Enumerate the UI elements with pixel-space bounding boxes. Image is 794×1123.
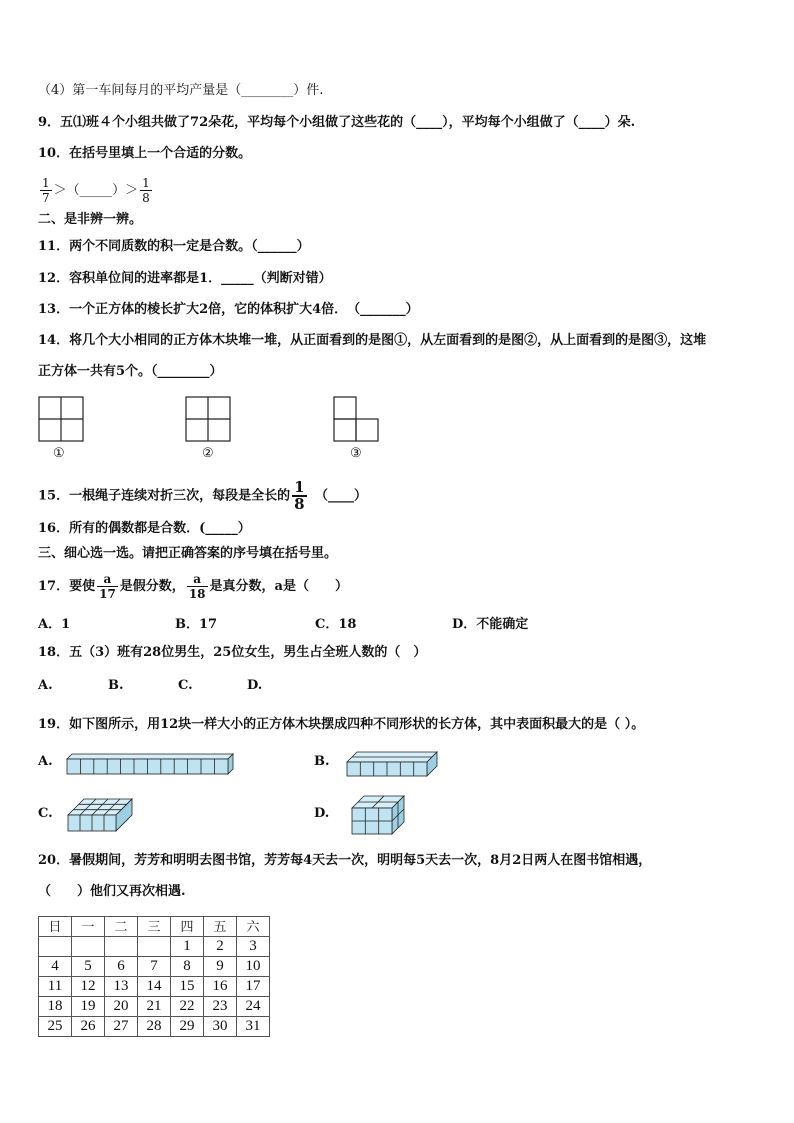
calendar-day: 26 [72, 1017, 105, 1037]
fraction-a-over-17: $\frac{a}{17}$ [99, 572, 116, 601]
calendar-day: 15 [171, 977, 204, 997]
calendar-day: 1 [171, 937, 204, 957]
calendar-day: 18 [39, 997, 72, 1017]
q19-option-c[interactable]: C. [38, 806, 53, 821]
calendar-day [72, 937, 105, 957]
q18-option-a[interactable]: A. [38, 678, 53, 693]
question-14-line1: 14．将几个大小相同的正方体木块堆一堆，从正面看到的是图①，从左面看到的是图②，从上面看到的是图③，这堆 [38, 333, 707, 348]
question-15: 15．一根绳子连续对折三次，每段是全长的 $\frac{1}{8}$ （____） [38, 478, 368, 513]
question-9: 9．五⑴班４个小组共做了72朵花，平均每个小组做了这些花的（____），平均每个小组做了（____）朵. [38, 115, 636, 130]
calendar-day: 31 [237, 1017, 270, 1037]
calendar-day: 14 [138, 977, 171, 997]
question-20-line1: 20．暑假期间，芳芳和明明去图书馆，芳芳每4天去一次，明明每5天去一次，8月2日两人在图书馆相遇， [38, 853, 652, 868]
august-calendar [38, 916, 270, 1037]
question-10-answer [38, 176, 154, 205]
calendar-day: 23 [204, 997, 237, 1017]
q19-shape-d-2x2x3 [350, 794, 408, 836]
q18-option-c[interactable]: C. [178, 678, 193, 693]
calendar-day: 13 [105, 977, 138, 997]
figure-caption-1: ① [53, 446, 65, 461]
question-20-line2: （ ）他们又再次相遇. [38, 884, 186, 899]
calendar-day: 6 [105, 957, 138, 977]
fraction-one-eighth-bold: $\frac{1}{8}$ [294, 478, 305, 513]
calendar-day: 4 [39, 957, 72, 977]
calendar-day: 11 [39, 977, 72, 997]
q19-shape-a-1x12 [65, 752, 235, 776]
q19-shape-c-3x4 [66, 797, 136, 835]
question-14-line2: 正方体一共有5个。（________） [38, 364, 223, 379]
calendar-day: 9 [204, 957, 237, 977]
calendar-day: 29 [171, 1017, 204, 1037]
calendar-day: 17 [237, 977, 270, 997]
section-3-title: 三、细心选一选。请把正确答案的序号填在括号里。 [38, 546, 338, 561]
weekday-sat: 六 [237, 917, 270, 937]
weekday-fri: 五 [204, 917, 237, 937]
calendar-day: 8 [171, 957, 204, 977]
section-2-title: 二、是非辨一辨。 [38, 212, 143, 227]
figure-caption-3: ③ [350, 446, 362, 461]
q17-option-a[interactable]: A．1 [38, 617, 71, 632]
question-11: 11．两个不同质数的积一定是合数。（______） [38, 239, 310, 254]
question-19: 19．如下图所示，用12块一样大小的正方体木块摆成四种不同形状的长方体，其中表面积最大的是（ ）。 [38, 717, 645, 732]
figure-caption-2: ② [202, 446, 214, 461]
calendar-day: 5 [72, 957, 105, 977]
weekday-sun: 日 [39, 917, 72, 937]
q17-option-d[interactable]: D．不能确定 [452, 617, 529, 632]
calendar-week-row [39, 1017, 270, 1037]
calendar-day: 7 [138, 957, 171, 977]
calendar-day: 2 [204, 937, 237, 957]
q17-option-b[interactable]: B．17 [175, 617, 218, 632]
calendar-day [138, 937, 171, 957]
fraction-a-over-18: $\frac{a}{18}$ [188, 572, 206, 601]
question-10: 10．在括号里填上一个合适的分数。 [38, 146, 252, 161]
calendar-day: 10 [237, 957, 270, 977]
calendar-day: 12 [72, 977, 105, 997]
q19-option-a[interactable]: A. [38, 754, 53, 769]
q19-option-b[interactable]: B. [314, 754, 330, 769]
question-16: 16．所有的偶数都是合数．(_____） [38, 521, 251, 536]
calendar-day: 16 [204, 977, 237, 997]
calendar-day: 30 [204, 1017, 237, 1037]
calendar-day [39, 937, 72, 957]
weekday-mon: 一 [72, 917, 105, 937]
calendar-day: 19 [72, 997, 105, 1017]
question-17: 17．要使 $\frac{a}{17}$ 是假分数， $\frac{a}{18}$ 是真分数，a是（ ） [38, 572, 348, 601]
weekday-thu: 四 [171, 917, 204, 937]
calendar-header-row [39, 917, 270, 937]
question-13: 13．一个正方体的棱长扩大2倍，它的体积扩大4倍． （_______） [38, 302, 419, 317]
question-12: 12．容积单位间的进率都是1．_____（判断对错） [38, 271, 332, 286]
q10-middle: ＞（_____）＞ [53, 183, 139, 198]
calendar-day: 27 [105, 1017, 138, 1037]
weekday-tue: 二 [105, 917, 138, 937]
view-figure-1 [38, 396, 86, 444]
q18-option-d[interactable]: D. [247, 678, 263, 693]
q17-option-c[interactable]: C．18 [315, 617, 357, 632]
question-18: 18．五（3）班有28位男生，25位女生，男生占全班人数的（ ） [38, 645, 427, 660]
calendar-day [105, 937, 138, 957]
calendar-day: 20 [105, 997, 138, 1017]
q4-line: （4）第一车间每月的平均产量是（________）件. [38, 83, 324, 98]
fraction-one-seventh: $\frac{1}{7}$ [42, 176, 50, 205]
calendar-week-row [39, 937, 270, 957]
calendar-day: 28 [138, 1017, 171, 1037]
calendar-day: 3 [237, 937, 270, 957]
fraction-one-eighth: $\frac{1}{8}$ [142, 176, 150, 205]
weekday-wed: 三 [138, 917, 171, 937]
calendar-day: 22 [171, 997, 204, 1017]
calendar-day: 24 [237, 997, 270, 1017]
view-figure-3 [333, 396, 383, 444]
calendar-week-row [39, 997, 270, 1017]
calendar-day: 25 [39, 1017, 72, 1037]
q19-option-d[interactable]: D. [314, 806, 330, 821]
calendar-week-row [39, 957, 270, 977]
calendar-day: 21 [138, 997, 171, 1017]
q19-shape-b-2x6 [345, 750, 440, 778]
view-figure-2 [185, 396, 233, 444]
q18-option-b[interactable]: B. [108, 678, 124, 693]
calendar-week-row [39, 977, 270, 997]
